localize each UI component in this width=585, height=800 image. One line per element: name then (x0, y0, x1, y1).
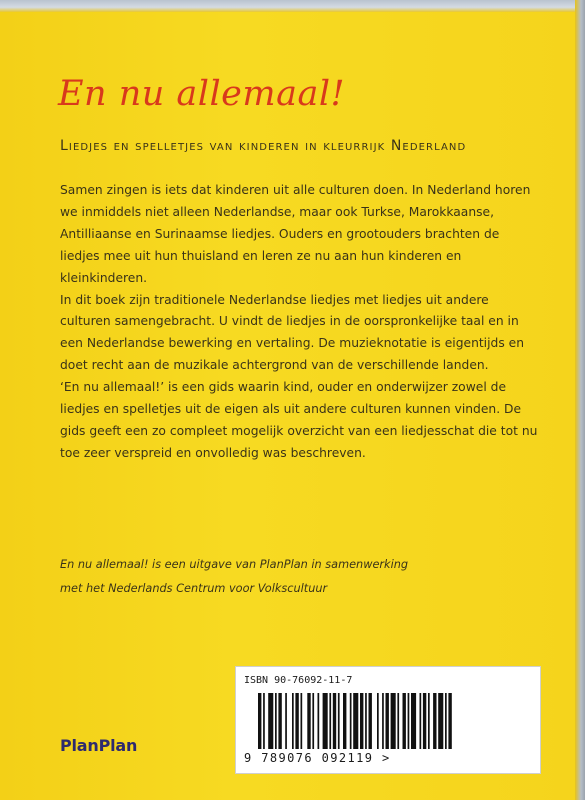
barcode-bar (323, 693, 328, 749)
barcode-bar (397, 693, 399, 749)
barcode-bar (433, 693, 436, 749)
book-title: En nu allemaal! (58, 74, 346, 114)
barcode-bar (268, 693, 273, 749)
barcode-bar (343, 693, 346, 749)
barcode-bar (386, 693, 389, 749)
barcode-bar (307, 693, 310, 749)
barcode-bar (448, 693, 451, 749)
barcode-bar (275, 693, 277, 749)
barcode-bar (411, 693, 416, 749)
barcode-bar (438, 693, 443, 749)
barcode-bar (292, 693, 294, 749)
barcode-bar (258, 693, 261, 749)
barcode-bar (312, 693, 314, 749)
barcode-bar (420, 693, 422, 749)
barcode-bar (369, 693, 372, 749)
barcode-bar (285, 693, 287, 749)
barcode-bar (377, 693, 379, 749)
barcode-bar (278, 693, 281, 749)
barcode-label (235, 666, 541, 774)
blurb-paragraph: ‘En nu allemaal!’ is een gids waarin kind, ouder en onderwijzer zowel de liedjes en spelletjes uit de eigen als uit andere culturen kunnen vinden. De gids geeft een zo compleet mogelijk overzicht van een liedjesschat die tot nu toe zeer verspreid en onvolledig was beschreven. (60, 380, 538, 460)
barcode-bar (333, 693, 336, 749)
barcode-bar (360, 693, 363, 749)
publisher-logo: PlanPlan (60, 736, 138, 755)
barcode-bar (350, 693, 352, 749)
blurb-paragraph: In dit boek zijn traditionele Nederlandse liedjes met liedjes uit andere culturen samengebracht. U vindt de liedjes in de oorspronkelijke taal en in een Nederlandse bewerking en vertaling. De muzieknotatie is eigentijds en doet recht aan de muzikale achtergrond van de verschillende landen. (60, 292, 524, 373)
barcode-bar (403, 693, 406, 749)
barcode-bar (353, 693, 358, 749)
barcode-bar (318, 693, 320, 749)
barcode-bar (445, 693, 447, 749)
publisher-note (60, 553, 540, 601)
barcode-icon (256, 693, 524, 749)
barcode-bar (391, 693, 396, 749)
barcode-bar (382, 693, 384, 749)
barcode-bar (295, 693, 298, 749)
barcode-number: 9 789076 092119 > (244, 751, 391, 765)
barcode-bar (408, 693, 410, 749)
book-spine-edge (575, 0, 585, 800)
barcode-bar (301, 693, 303, 749)
blurb-paragraph: Samen zingen is iets dat kinderen uit alle culturen doen. In Nederland horen we inmiddels niet alleen Nederlandse, maar ook Turkse, Marokkaanse, Antilliaanse en Surinaamse liedjes. Ouders en grootouders brachten de liedjes mee uit hun thuisland en leren ze nu aan hun kinderen en kleinkinderen. (60, 183, 531, 285)
barcode-bar (428, 693, 430, 749)
barcode-bar (423, 693, 426, 749)
book-top-edge (0, 0, 585, 12)
publisher-note-line: met het Nederlands Centrum voor Volkscultuur (60, 582, 328, 595)
barcode-bar (365, 693, 367, 749)
barcode-bar (263, 693, 265, 749)
isbn-text: ISBN 90-76092-11-7 (244, 675, 353, 686)
barcode-bar (338, 693, 340, 749)
publisher-note-line: En nu allemaal! is een uitgave van PlanPlan in samenwerking (60, 558, 409, 571)
barcode-bar (329, 693, 331, 749)
blurb-text (60, 180, 540, 465)
book-subtitle: Liedjes en spelletjes van kinderen in kleurrijk Nederland (60, 138, 467, 154)
